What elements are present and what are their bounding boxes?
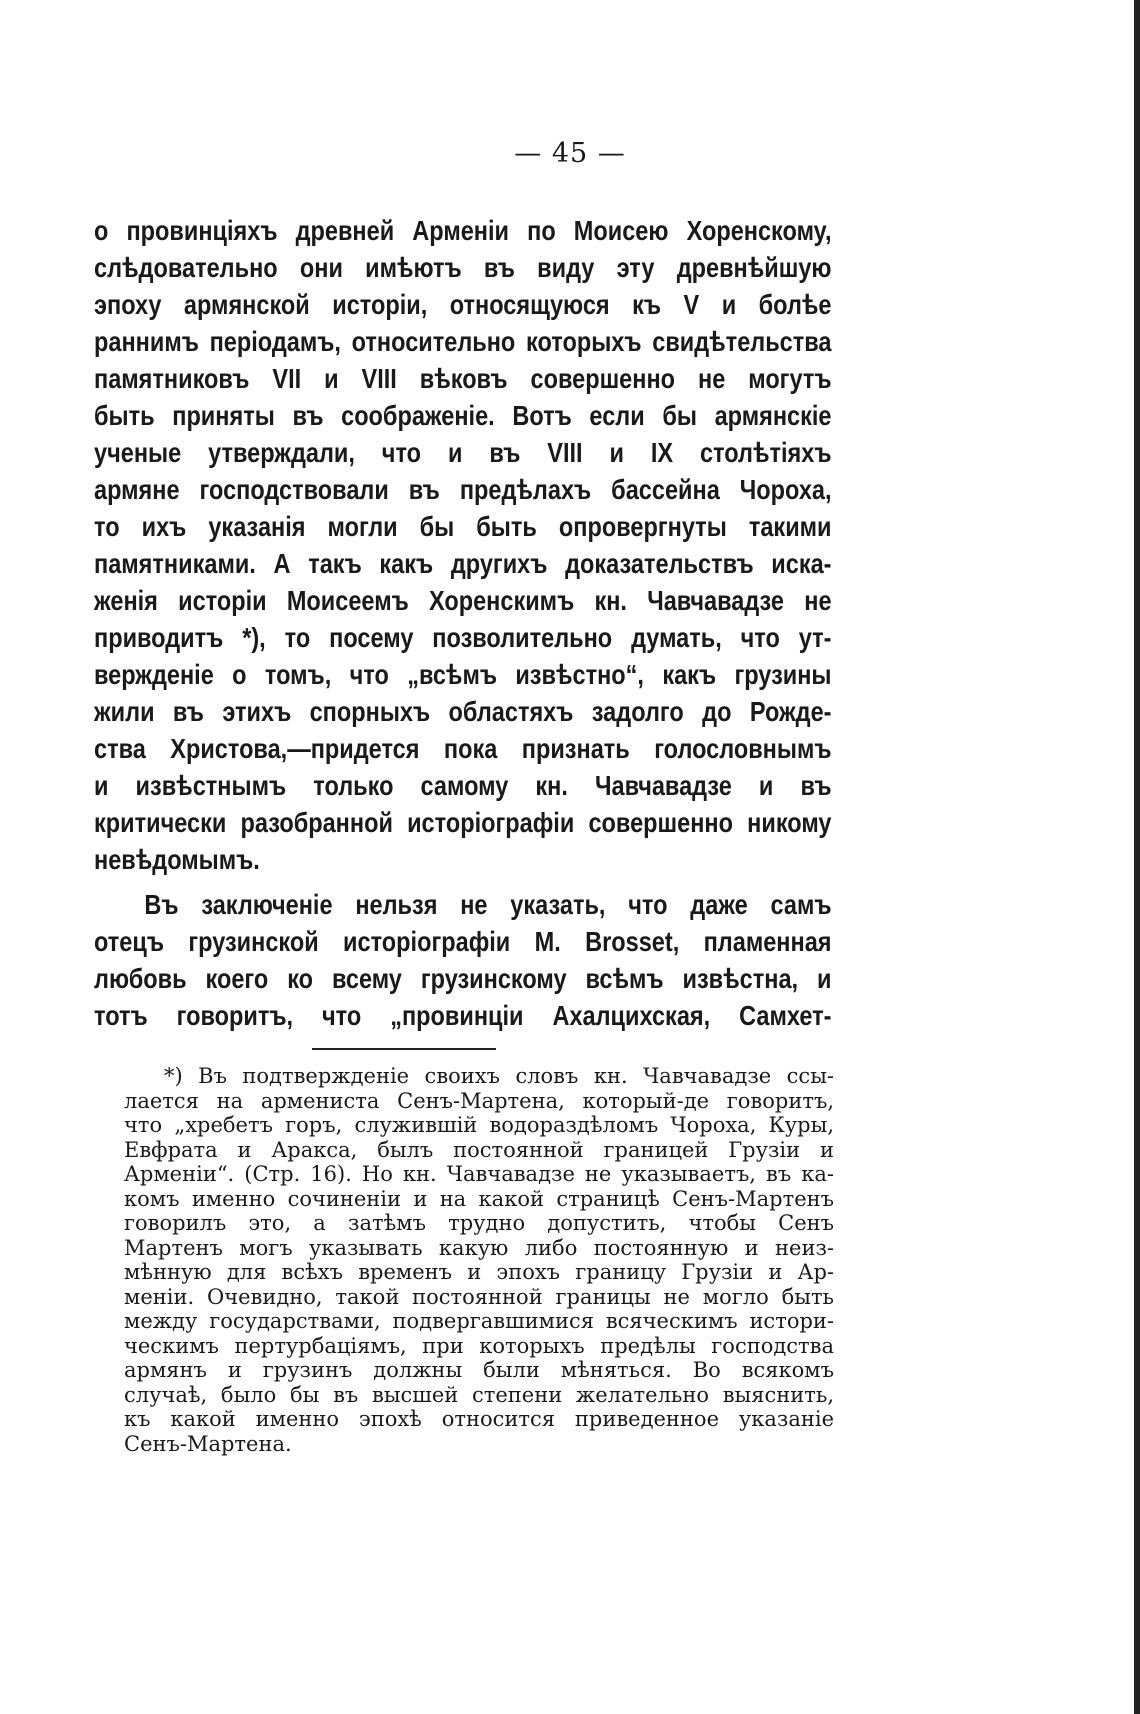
footnote-line: Арменіи“. (Стр. 16). Но кн. Чавчавадзе не указываетъ, въ ка-: [124, 1162, 834, 1186]
text-line: приводитъ *), то посему позволительно думать, что ут-: [94, 622, 832, 653]
text-line: тотъ говоритъ, что „провинціи Ахалцихская, Самхет-: [94, 1000, 832, 1031]
text-line: любовь коего ко всему грузинскому всѣмъ извѣстна, и: [94, 963, 832, 994]
page-number: — 45 —: [514, 138, 626, 169]
footnote-line: комъ именно сочиненіи и на какой страницѣ Сенъ-Мартенъ: [124, 1186, 834, 1211]
main-text: [94, 212, 832, 1034]
text-line: ученые утверждали, что и въ VIII и IX столѣтіяхъ: [94, 437, 832, 468]
footnote-line: *) Въ подтвержденіе своихъ словъ кн. Чавчавадзе ссы-: [164, 1064, 834, 1088]
footnote-line: случаѣ, было бы въ высшей степени желательно выяснить,: [124, 1382, 834, 1407]
footnote: [124, 1064, 834, 1456]
text-line: критически разобранной исторіографіи совершенно никому: [94, 807, 832, 838]
footnote-line: лается на армениста Сенъ-Мартена, который-де говоритъ,: [124, 1088, 834, 1113]
text-line: жили въ этихъ спорныхъ областяхъ задолго до Рожде-: [94, 696, 832, 727]
footnote-line: говорилъ это, а затѣмъ трудно допустить, чтобы Сенъ: [124, 1211, 834, 1235]
text-line: ства Христова,—придется пока признать голословнымъ: [94, 733, 832, 764]
footnote-line: между государствами, подвергавшимися всяческимъ истори-: [124, 1309, 834, 1333]
footnote-line: армянъ и грузинъ должны были мѣняться. Во всякомъ: [124, 1358, 834, 1382]
footnote-line: меніи. Очевидно, такой постоянной границы не могло быть: [124, 1284, 834, 1309]
text-line: то ихъ указанія могли бы быть опровергнуты такими: [94, 511, 832, 542]
footnote-line: Евфрата и Аракса, былъ постоянной границей Грузіи и: [124, 1137, 834, 1162]
page-edge-shadow: [1134, 0, 1140, 1714]
text-line: памятниками. А такъ какъ другихъ доказательствъ иска-: [94, 548, 832, 579]
footnote-divider: [312, 1048, 496, 1050]
text-line: женія исторіи Моисеемъ Хоренскимъ кн. Чавчавадзе не: [94, 585, 832, 616]
text-line: эпоху армянской исторіи, относящуюся къ V и болѣе: [94, 289, 832, 320]
text-line: вержденіе о томъ, что „всѣмъ извѣстно“, какъ грузины: [94, 659, 832, 690]
text-line: и извѣстнымъ только самому кн. Чавчавадзе и въ: [94, 770, 832, 801]
footnote-line: что „хребетъ горъ, служившій водораздѣломъ Чороха, Куры,: [124, 1113, 834, 1137]
text-line: о провинціяхъ древней Арменіи по Моисею Хоренскому,: [94, 215, 832, 246]
footnote-line: Мартенъ могъ указывать какую либо постоянную и неиз-: [124, 1235, 834, 1260]
text-line: армяне господствовали въ предѣлахъ бассейна Чороха,: [94, 474, 832, 505]
text-line: слѣдовательно они имѣютъ въ виду эту древнѣйшую: [94, 252, 832, 283]
footnote-line: къ какой именно эпохѣ относится приведенное указаніе: [124, 1407, 834, 1431]
text-line: памятниковъ VII и VIII вѣковъ совершенно не могутъ: [94, 363, 832, 394]
footnote-line: мѣнную для всѣхъ временъ и эпохъ границу Грузіи и Ар-: [124, 1260, 834, 1284]
text-line: раннимъ періодамъ, относительно которыхъ свидѣтельства: [94, 326, 832, 357]
text-line: невѣдомымъ.: [94, 844, 260, 875]
text-line: отецъ грузинской исторіографіи M. Brosset, пламенная: [94, 926, 832, 957]
footnote-line: ческимъ пертурбаціямъ, при которыхъ предѣлы господства: [124, 1333, 834, 1358]
text-line: Въ заключеніе нельзя не указать, что даже самъ: [144, 889, 832, 920]
paragraph-gap: [94, 878, 832, 886]
text-line: быть приняты въ соображеніе. Вотъ если бы армянскіе: [94, 400, 832, 431]
footnote-line: Сенъ-Мартена.: [124, 1431, 292, 1456]
